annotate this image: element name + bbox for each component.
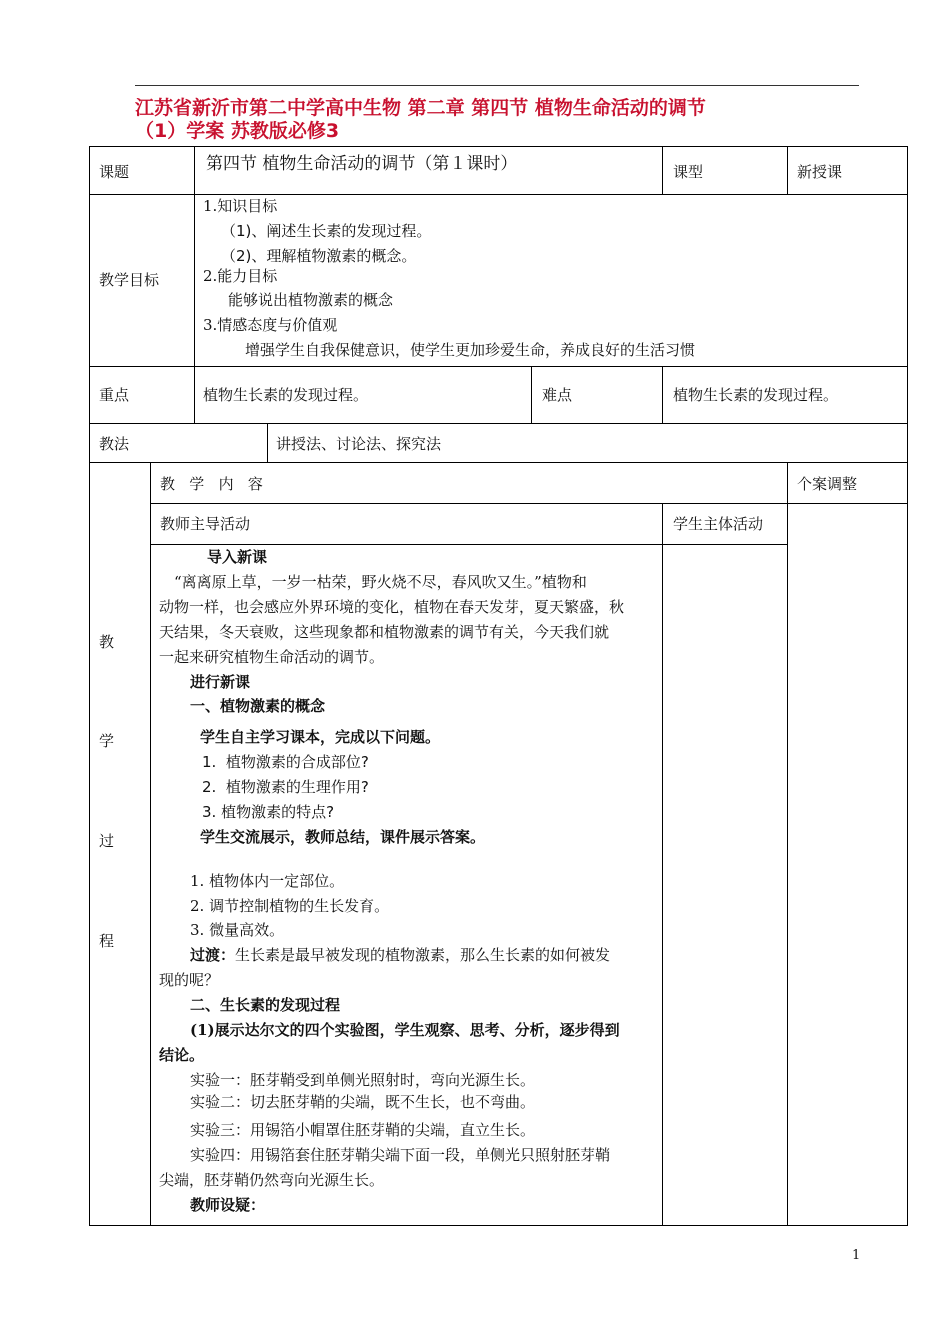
col-divider bbox=[150, 462, 151, 1226]
transition-label: 过渡： bbox=[190, 946, 236, 964]
col-divider bbox=[662, 146, 663, 194]
section-heading: 一、植物激素的概念 bbox=[190, 697, 326, 715]
process-side-label: 教 bbox=[99, 633, 115, 651]
task-prompt: 学生交流展示，教师总结，课件展示答案。 bbox=[200, 828, 486, 846]
question-item: 2. 植物激素的生理作用? bbox=[202, 778, 369, 796]
table-border-left bbox=[89, 146, 90, 1226]
topic-label: 课题 bbox=[99, 163, 130, 181]
lesson-type-label: 课型 bbox=[673, 163, 704, 181]
section-heading: 导入新课 bbox=[207, 548, 268, 566]
method-value: 讲授法、讨论法、探究法 bbox=[276, 435, 442, 453]
process-side-label: 过 bbox=[99, 832, 115, 850]
body-line: 天结果，冬天衰败，这些现象都和植物激素的调节有关，今天我们就 bbox=[159, 623, 610, 641]
question-item: 3. 植物激素的特点? bbox=[202, 803, 335, 821]
content-header: 教 学 内 容 bbox=[160, 475, 263, 493]
goal-line: 能够说出植物激素的概念 bbox=[228, 291, 394, 309]
experiment-line: 实验三：用锡箔小帽罩住胚芽鞘的尖端，直立生长。 bbox=[190, 1121, 536, 1139]
header-rule bbox=[135, 85, 859, 86]
goal-line: 1.知识目标 bbox=[203, 197, 278, 215]
lesson-type-value: 新授课 bbox=[797, 163, 843, 181]
body-line: 一起来研究植物生命活动的调节。 bbox=[159, 648, 385, 666]
process-side-label: 学 bbox=[99, 732, 115, 750]
teacher-activity-header: 教师主导活动 bbox=[160, 515, 251, 533]
table-border-top bbox=[89, 146, 908, 147]
document-title bbox=[135, 96, 875, 143]
goal-line: 增强学生自我保健意识，使学生更加珍爱生命，养成良好的生活习惯 bbox=[245, 341, 696, 359]
answer-item: 3. 微量高效。 bbox=[190, 921, 285, 939]
experiment-line: 实验一：胚芽鞘受到单侧光照射时，弯向光源生长。 bbox=[190, 1071, 536, 1089]
experiment-line: 实验四：用锡箔套住胚芽鞘尖端下面一段，单侧光只照射胚芽鞘 bbox=[190, 1146, 611, 1164]
transition-line bbox=[190, 946, 610, 964]
col-divider bbox=[787, 146, 788, 194]
col-divider bbox=[662, 366, 663, 423]
goal-line: （2)、理解植物激素的概念。 bbox=[221, 247, 417, 265]
col-divider bbox=[531, 366, 532, 423]
row-divider bbox=[89, 366, 908, 367]
page-number: 1 bbox=[852, 1248, 861, 1263]
col-divider bbox=[267, 423, 268, 462]
goal-line: 2.能力目标 bbox=[203, 267, 278, 285]
method-label: 教法 bbox=[99, 435, 130, 453]
answer-item: 2. 调节控制植物的生长发育。 bbox=[190, 897, 390, 915]
key-point-value: 植物生长素的发现过程。 bbox=[203, 386, 369, 404]
body-line: 结论。 bbox=[159, 1046, 205, 1064]
task-prompt: 学生自主学习课本，完成以下问题。 bbox=[200, 728, 441, 746]
section-heading: 进行新课 bbox=[190, 673, 251, 691]
student-activity-header: 学生主体活动 bbox=[673, 515, 764, 533]
difficulty-label: 难点 bbox=[542, 386, 573, 404]
process-side-label: 程 bbox=[99, 932, 115, 950]
section-heading: 教师设疑： bbox=[190, 1196, 266, 1214]
body-line: (1)展示达尔文的四个实验图，学生观察、思考、分析，逐步得到 bbox=[190, 1021, 620, 1039]
title-line-1: 江苏省新沂市第二中学高中生物 第二章 第四节 植物生命活动的调节 bbox=[135, 97, 706, 119]
goals-label: 教学目标 bbox=[99, 271, 160, 289]
body-line: 现的呢？ bbox=[159, 971, 220, 989]
col-divider bbox=[194, 146, 195, 423]
table-border-bottom bbox=[89, 1225, 908, 1226]
experiment-line: 实验二：切去胚芽鞘的尖端，既不生长，也不弯曲。 bbox=[190, 1093, 536, 1111]
adjust-header: 个案调整 bbox=[797, 475, 858, 493]
col-divider bbox=[662, 503, 663, 1226]
row-divider bbox=[89, 423, 908, 424]
goal-line: 3.情感态度与价值观 bbox=[203, 316, 338, 334]
title-line-2: （1）学案 苏教版必修3 bbox=[135, 120, 340, 142]
goal-line: （1)、阐述生长素的发现过程。 bbox=[221, 222, 432, 240]
body-line: “离离原上草，一岁一枯荣，野火烧不尽，春风吹又生。”植物和 bbox=[174, 573, 587, 591]
row-divider bbox=[150, 503, 908, 504]
question-item: 1. 植物激素的合成部位? bbox=[202, 753, 369, 771]
body-line: 尖端，胚芽鞘仍然弯向光源生长。 bbox=[159, 1171, 385, 1189]
table-border-right bbox=[907, 146, 908, 1226]
row-divider bbox=[89, 194, 908, 195]
row-divider bbox=[89, 462, 908, 463]
answer-item: 1. 植物体内一定部位。 bbox=[190, 872, 345, 890]
section-heading: 二、生长素的发现过程 bbox=[190, 996, 341, 1014]
row-divider bbox=[150, 544, 788, 545]
topic-value: 第四节 植物生命活动的调节（第１课时） bbox=[206, 154, 518, 174]
transition-text: 生长素是最早被发现的植物激素，那么生长素的如何被发 bbox=[235, 946, 611, 964]
col-divider bbox=[787, 462, 788, 1226]
key-point-label: 重点 bbox=[99, 386, 130, 404]
difficulty-value: 植物生长素的发现过程。 bbox=[673, 386, 839, 404]
body-line: 动物一样，也会感应外界环境的变化，植物在春天发芽，夏天繁盛，秋 bbox=[159, 598, 625, 616]
